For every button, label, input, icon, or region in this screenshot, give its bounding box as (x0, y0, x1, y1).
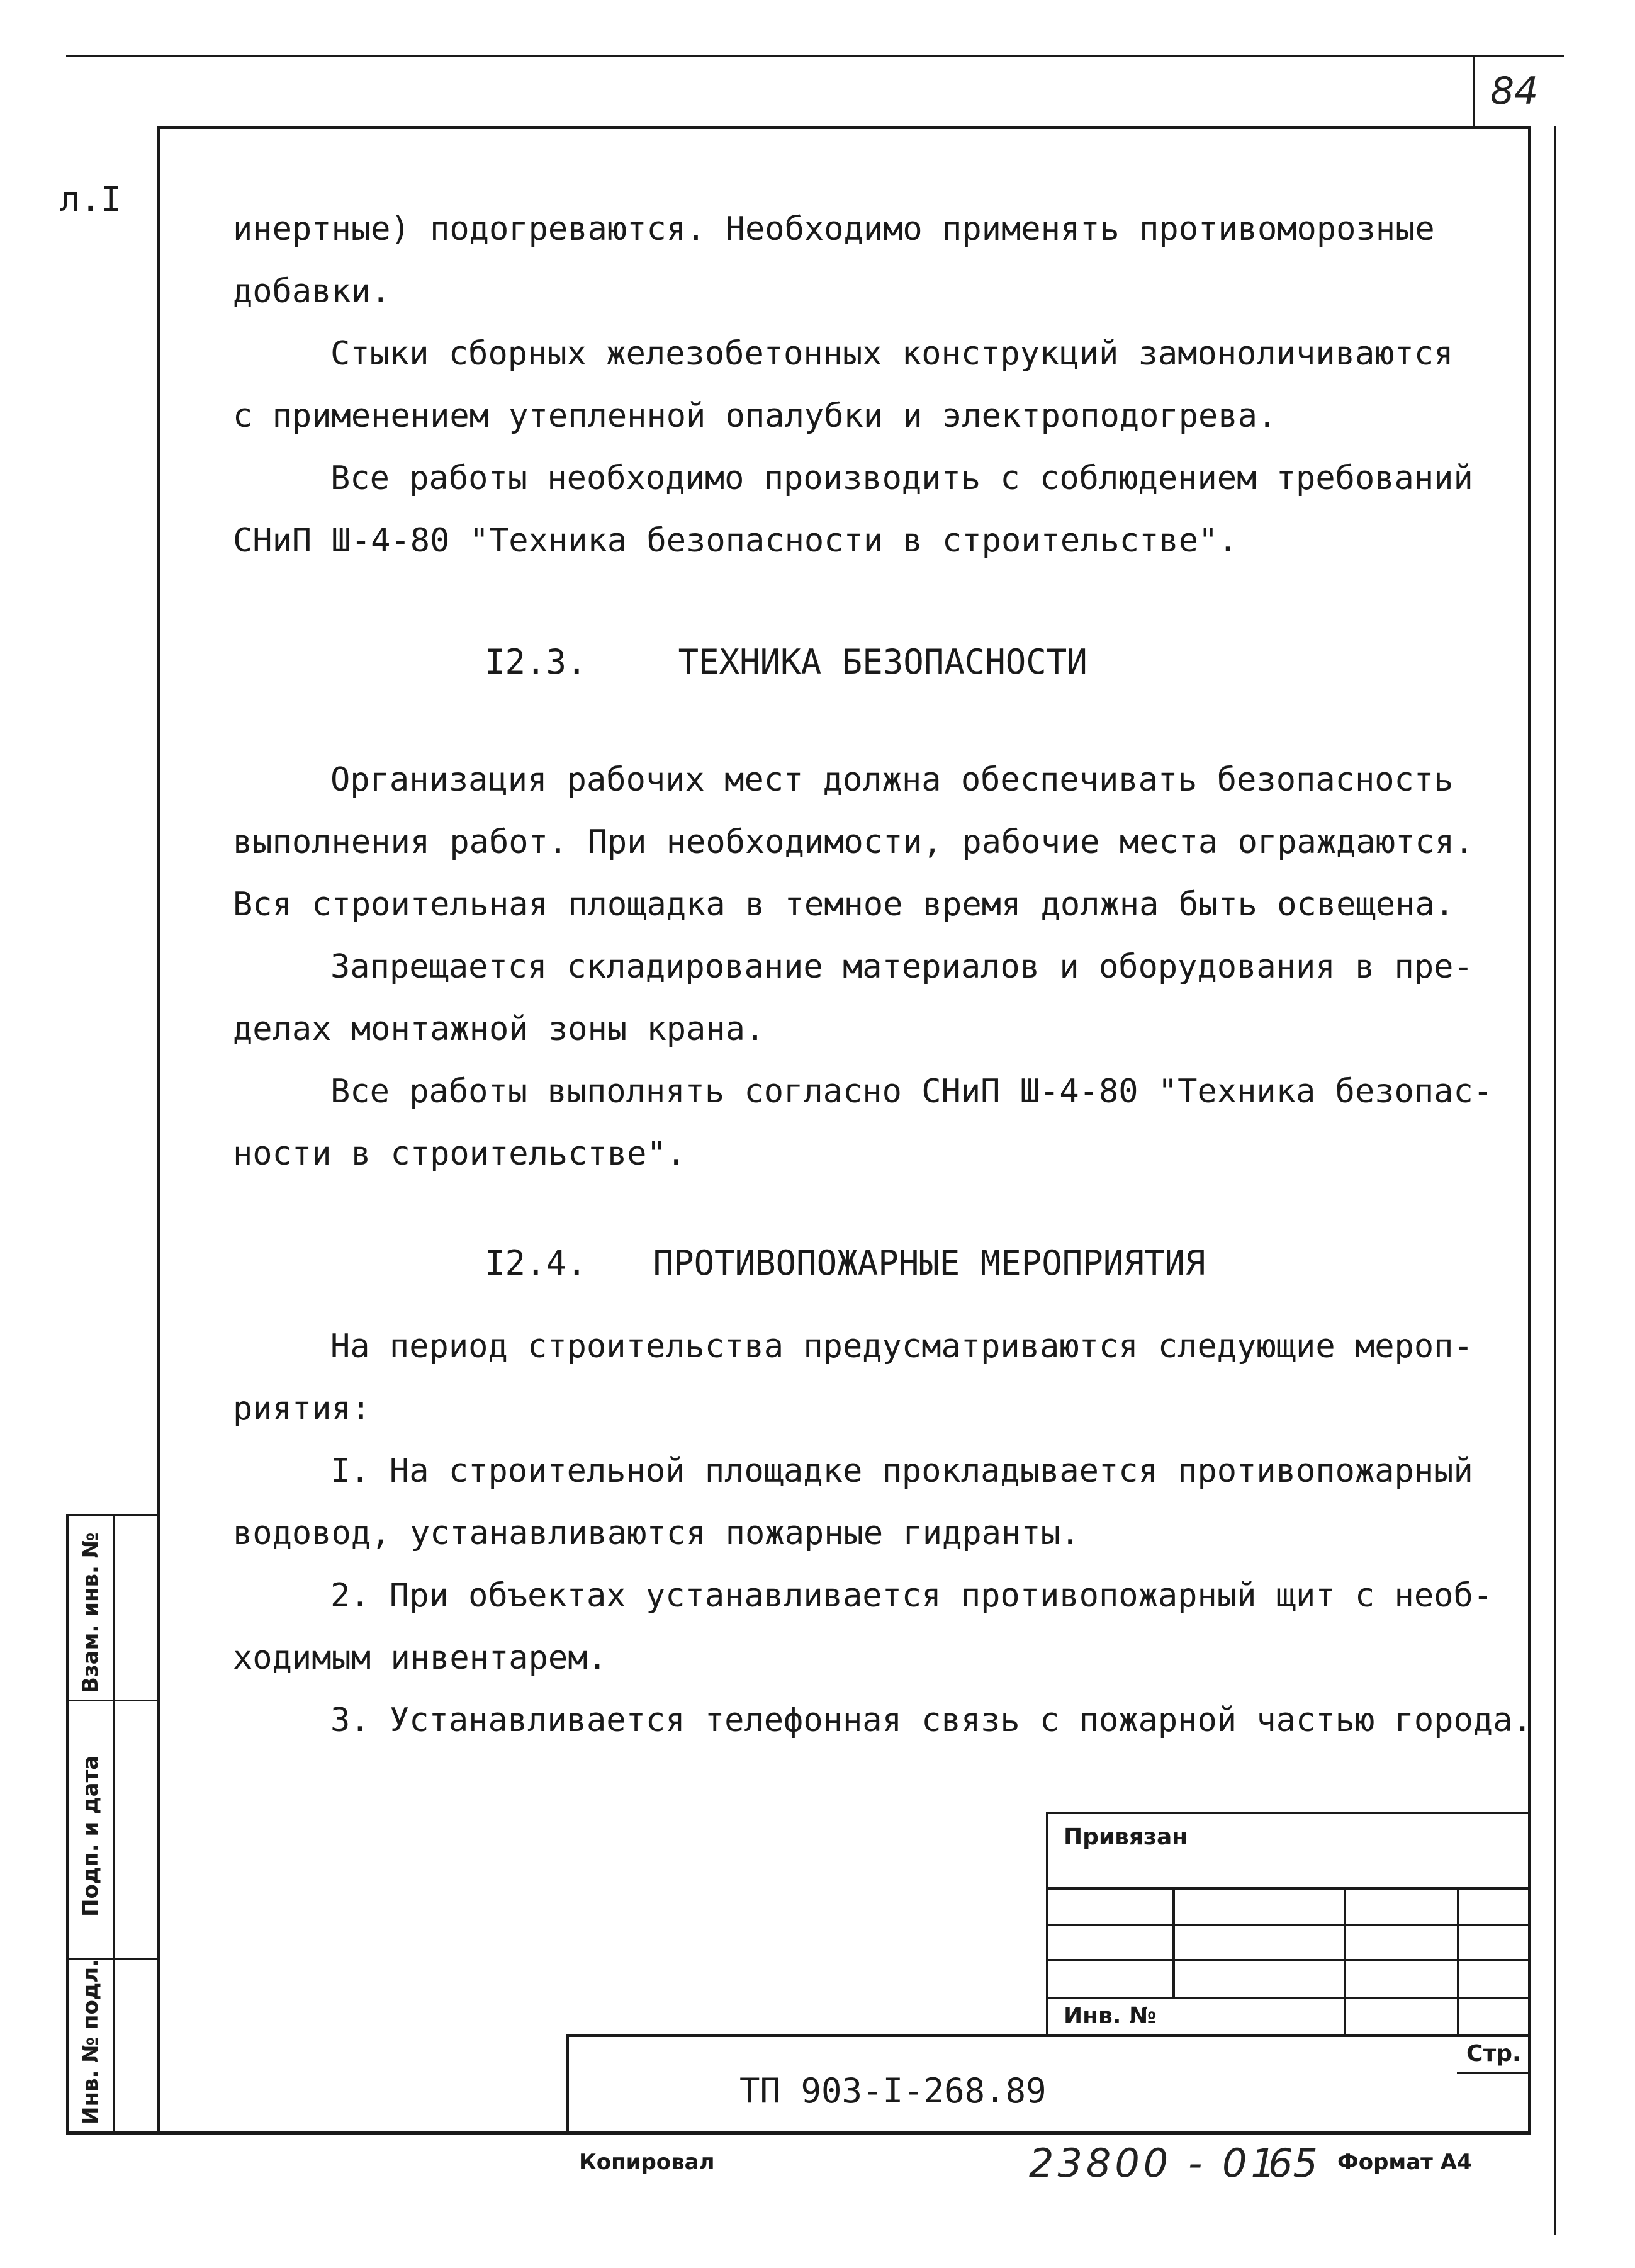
text-line: делах монтажной зоны крана. (233, 1010, 765, 1048)
text-line: риятия: (233, 1390, 371, 1428)
section-number: I2.4. (485, 1243, 587, 1283)
frame-right-line (1528, 126, 1531, 2134)
top-border-line (66, 55, 1564, 57)
text-line: добавки. (233, 273, 391, 310)
section-title: ТЕХНИКА БЕЗОПАСНОСТИ (678, 642, 1087, 682)
privyazan-label: Привязан (1064, 1824, 1188, 1850)
inv-no-label: Инв. № (1064, 2003, 1157, 2029)
side-stamp-inv-podl: Инв. № подл. (78, 1958, 103, 2124)
frame-top-line (157, 126, 1529, 129)
side-stamp-top (66, 1514, 160, 1516)
document-code: ТП 903-I-268.89 (739, 2071, 1047, 2111)
text-line: На период строительства предусматриваются следующие мероп- (330, 1328, 1473, 1365)
section-12-3-heading (485, 642, 1087, 682)
handwritten-page: 65 (1268, 2140, 1318, 2186)
frame-left-line (157, 126, 160, 2134)
right-margin-line (1554, 126, 1556, 2235)
handwritten-number: 23800 - 01 (1029, 2140, 1279, 2186)
text-line: инертные) подогреваются. Необходимо применять противоморозные (233, 210, 1435, 248)
page-number: 84 (1490, 69, 1539, 113)
text-line: Все работы выполнять согласно СНиП Ш-4-80 "Техника безопас- (330, 1073, 1493, 1110)
text-line: Запрещается складирование материалов и оборудования в пре- (330, 948, 1473, 986)
text-line: Все работы необходимо производить с соблюдением требований (330, 460, 1473, 497)
sheet-label: л.I (60, 179, 121, 219)
text-line: ности в строительстве". (233, 1135, 687, 1173)
text-line: выполнения работ. При необходимости, рабочие места ограждаются. (233, 823, 1475, 861)
section-number: I2.3. (485, 642, 587, 682)
side-stamp-inner (113, 1514, 115, 2134)
text-line: 2. При объектах устанавливается противопожарный щит с необ- (330, 1577, 1493, 1615)
section-12-3-text (233, 749, 1498, 1185)
page-label: Стр. (1466, 2041, 1521, 2067)
text-line: Организация рабочих мест должна обеспечивать безопасность (330, 761, 1454, 799)
side-stamp-left (66, 1514, 69, 2134)
side-stamp-vzam-inv: Взам. инв. № (78, 1532, 103, 1693)
copied-label: Копировал (579, 2150, 715, 2175)
section-12-4-heading (485, 1243, 1205, 1283)
format-label: Формат А4 (1337, 2150, 1472, 2175)
text-line: ходимым инвентарем. (233, 1639, 607, 1677)
text-line: с применением утепленной опалубки и электроподогрева. (233, 397, 1278, 435)
intro-text (233, 198, 1498, 572)
text-line: водовод, устанавливаются пожарные гидранты. (233, 1515, 1081, 1552)
side-stamp-div1 (66, 1700, 160, 1701)
page-number-box-left (1473, 55, 1475, 126)
text-line: Вся строительная площадка в темное время должна быть освещена. (233, 886, 1455, 923)
text-line: 3. Устанавливается телефонная связь с пожарной частью города. (330, 1701, 1532, 1739)
text-line: СНиП Ш-4-80 "Техника безопасности в строительстве". (233, 522, 1238, 560)
section-title: ПРОТИВОПОЖАРНЫЕ МЕРОПРИЯТИЯ (653, 1243, 1206, 1283)
text-line: I. На строительной площадке прокладывается противопожарный (330, 1452, 1473, 1490)
text-line: Стыки сборных железобетонных конструкций замоноличиваются (330, 335, 1454, 373)
side-stamp-podp-data: Подп. и дата (78, 1755, 103, 1917)
frame-bottom-line (66, 2131, 1531, 2135)
section-12-4-text (233, 1316, 1532, 1752)
